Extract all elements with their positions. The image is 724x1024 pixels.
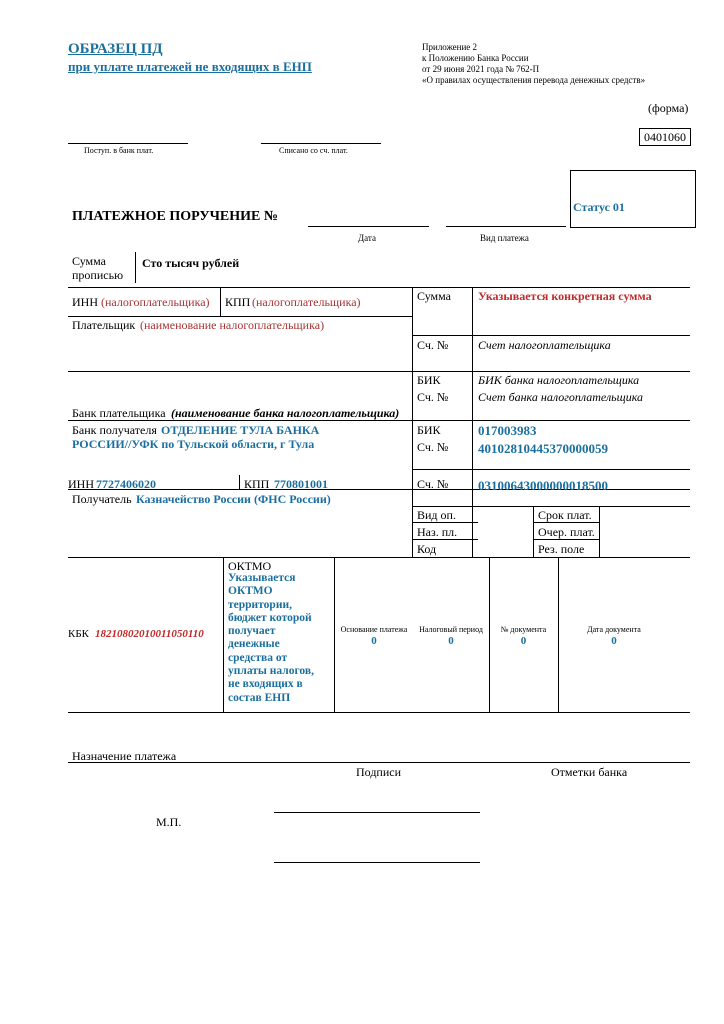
payer-bank-value: (наименование банка налогоплательщика)	[171, 406, 400, 420]
recipient-inn-value: 7727406020	[96, 477, 156, 491]
basis-label: Основание платежа	[340, 625, 408, 634]
recipient-bank-value-2: РОССИИ//УФК по Тульской области, г Тула	[72, 437, 315, 451]
sum-value: Указывается конкретная сумма	[478, 289, 652, 303]
period-label: Налоговый период	[419, 625, 483, 634]
status-box	[570, 170, 696, 228]
signature-line-1	[274, 812, 480, 813]
grid-line	[412, 506, 690, 507]
period-value: 0	[448, 635, 454, 647]
grid-line	[220, 287, 221, 316]
payment-type-label: Вид платежа	[480, 233, 529, 243]
payer-bik-label: БИК	[417, 373, 441, 387]
bank-marks-label: Отметки банка	[551, 765, 628, 779]
received-line	[68, 143, 188, 144]
recipient-bik-label: БИК	[417, 423, 441, 437]
oktmo-line: средства от	[228, 651, 288, 664]
op-type-label: Вид оп.	[417, 508, 456, 522]
oktmo-value	[228, 572, 332, 705]
grid-line	[412, 287, 413, 557]
recipient-bik-value: 017003983	[478, 423, 537, 438]
recipient-acc-label: Сч. №	[417, 477, 449, 491]
oktmo-label: ОКТМО	[228, 559, 272, 573]
payer-kpp-value: (налогоплательщика)	[252, 295, 361, 309]
payer-inn-label: ИНН	[72, 295, 98, 309]
payer-bank-acc-value: Счет банка налогоплательщика	[478, 390, 644, 404]
grid-line	[68, 371, 690, 372]
oktmo-line: ОКТМО	[228, 585, 273, 598]
oktmo-line: уплаты налогов,	[228, 665, 314, 678]
signatures-label: Подписи	[356, 765, 402, 779]
payer-bik-value: БИК банка налогоплательщика	[478, 373, 640, 387]
appendix-line3: от 29 июня 2021 года № 762-П	[422, 64, 540, 74]
purpose-line	[68, 762, 690, 763]
oktmo-line: не входящих в	[228, 678, 303, 691]
payer-kpp-label: КПП	[225, 295, 251, 309]
grid-line	[599, 506, 600, 557]
grid-line	[223, 557, 224, 712]
status-value: Статус 01	[573, 200, 625, 214]
due-date-label: Срок плат.	[538, 508, 592, 522]
basis-value: 0	[371, 635, 377, 647]
appendix-line4: «О правилах осуществления перевода денежных средств»	[422, 75, 646, 85]
date-label: Дата	[358, 233, 376, 243]
purpose-label: Назначение платежа	[72, 749, 177, 763]
payer-name-label: Плательщик	[72, 318, 136, 332]
form-code-box: 0401060	[639, 128, 691, 146]
grid-line	[68, 287, 690, 288]
recipient-bank-value-1: ОТДЕЛЕНИЕ ТУЛА БАНКА	[161, 423, 320, 437]
amount-words-label-1: Сумма	[72, 254, 106, 268]
oktmo-line: Указывается	[228, 572, 296, 584]
oktmo-line: состав ЕНП	[228, 691, 291, 704]
payer-bank-label: Банк плательщика	[72, 406, 166, 420]
amount-words-value: Сто тысяч рублей	[142, 256, 240, 270]
kbk-label: КБК	[68, 628, 89, 640]
grid-line	[472, 287, 473, 557]
recipient-kpp-label: КПП	[244, 477, 270, 491]
grid-line	[412, 469, 690, 470]
grid-line	[68, 316, 412, 317]
signature-line-2	[274, 862, 480, 863]
sum-label: Сумма	[417, 289, 451, 303]
oktmo-line: бюджет которой	[228, 611, 312, 624]
grid-line	[239, 475, 240, 489]
payer-name-value: (наименование налогоплательщика)	[140, 318, 325, 332]
appendix-line2: к Положению Банка России	[422, 53, 529, 63]
recipient-bank-acc-label: Сч. №	[417, 440, 449, 454]
grid-line	[412, 335, 690, 336]
oktmo-line: денежные	[228, 638, 280, 651]
kbk-value: 18210802010011050110	[95, 628, 204, 640]
recipient-acc-value: 03100643000000018500	[478, 478, 608, 493]
docnum-value: 0	[520, 635, 527, 647]
code-label: Код	[417, 542, 437, 556]
sample-subtitle: при уплате платежей не входящих в ЕНП	[68, 59, 312, 74]
sample-title: ОБРАЗЕЦ ПД	[68, 41, 163, 57]
payer-acc-label: Сч. №	[417, 338, 449, 352]
recipient-name-label: Получатель	[72, 492, 132, 506]
debited-label: Списано со сч. плат.	[279, 146, 348, 155]
purpose-code-label: Наз. пл.	[417, 525, 458, 539]
order-title: ПЛАТЕЖНОЕ ПОРУЧЕНИЕ №	[72, 209, 278, 224]
appendix-line1: Приложение 2	[422, 42, 478, 52]
payer-bank-acc-label: Сч. №	[417, 390, 449, 404]
form-label: (форма)	[648, 101, 689, 115]
oktmo-line: территории,	[228, 598, 292, 611]
reserve-label: Рез. поле	[538, 542, 585, 556]
grid-line	[68, 557, 690, 558]
docdate-value: 0	[611, 635, 617, 647]
payer-inn-value: (налогоплательщика)	[101, 295, 210, 309]
recipient-bank-label: Банк получателя	[72, 423, 157, 437]
grid-line	[533, 506, 534, 557]
stamp-label: М.П.	[156, 815, 182, 829]
recipient-kpp-value: 770801001	[274, 477, 328, 491]
recipient-bank-acc-value: 40102810445370000059	[478, 441, 608, 456]
payer-acc-value: Счет налогоплательщика	[478, 338, 611, 352]
docdate-label: Дата документа	[587, 625, 641, 634]
oktmo-line: получает	[228, 625, 276, 638]
date-line	[308, 226, 429, 227]
amount-words-label-2: прописью	[72, 268, 124, 282]
docnum-label: № документа	[500, 625, 547, 634]
amount-words-divider	[135, 252, 136, 283]
payment-type-line	[446, 226, 566, 227]
priority-label: Очер. плат.	[538, 525, 595, 539]
debited-line	[261, 143, 381, 144]
grid-line	[68, 712, 690, 713]
recipient-name-value: Казначейство России (ФНС России)	[136, 492, 331, 506]
received-label: Поступ. в банк плат.	[84, 146, 154, 155]
recipient-inn-label: ИНН	[68, 477, 94, 491]
